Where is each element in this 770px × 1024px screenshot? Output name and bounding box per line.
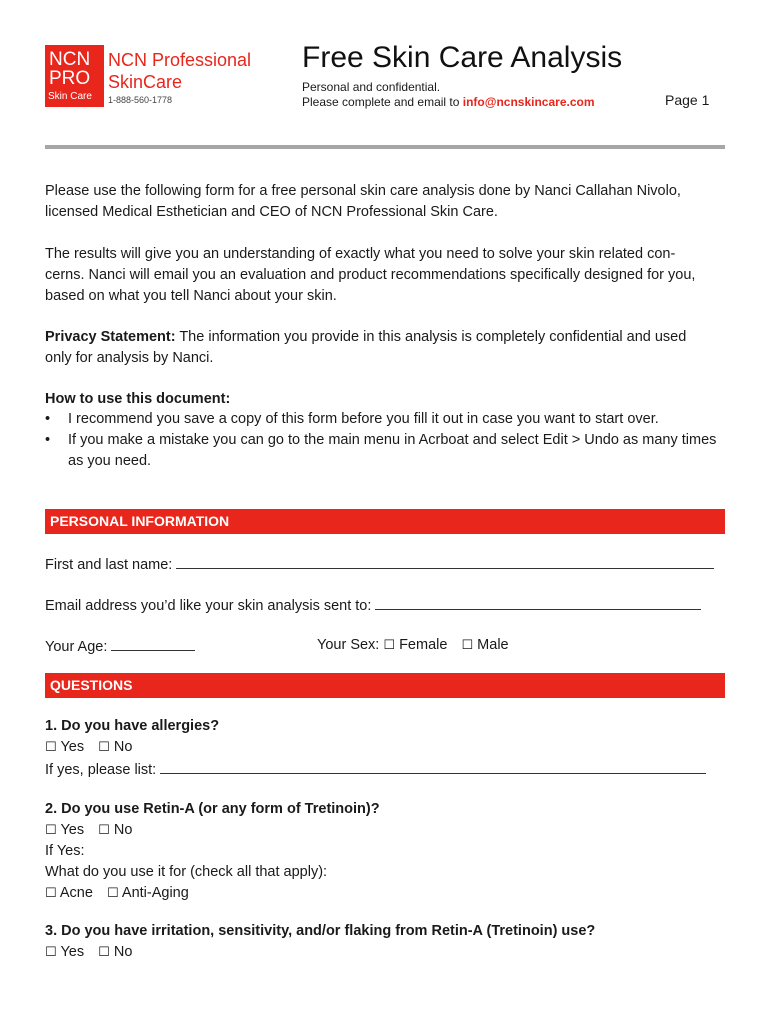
q1-yes-checkbox[interactable]: ☐ [45,740,57,755]
privacy-line1 [45,327,735,348]
q2-yes-checkbox[interactable]: ☐ [45,823,57,838]
howto-heading: How to use this document: [45,391,231,407]
intro-paragraph-1 [45,181,735,223]
list-item [45,430,735,472]
q1-list-row [45,758,706,781]
intro-p2-line1: The results will give you an understanding of exactly what you need to solve your skin related con- [45,246,676,262]
list-item-text: I recommend you save a copy of this form before you fill it out in case you want to start over. [68,411,659,427]
intro-p2-line3: based on what you tell Nanci about your skin. [45,288,337,304]
intro-p1-line2: licensed Medical Esthetician and CEO of NCN Professional Skin Care. [45,204,498,220]
q2-yes-label: Yes [60,822,85,838]
email-field[interactable] [375,594,701,610]
q3-options [45,942,132,963]
privacy-label: Privacy Statement: [45,329,176,345]
male-checkbox[interactable]: ☐ [461,638,474,653]
question-1: 1. Do you have allergies? [45,718,220,734]
page-title: Free Skin Care Analysis [302,41,623,74]
question-3: 3. Do you have irritation, sensitivity, and/or flaking from Retin-A (Tretinoin) use? [45,923,596,939]
acne-label: Acne [59,885,93,901]
q2-options [45,820,132,841]
list-item [45,409,735,430]
intro-paragraph-2 [45,244,735,307]
sex-row [317,635,509,656]
logo-text-ncn: NCN [49,49,91,70]
q2-no-checkbox[interactable]: ☐ [98,823,110,838]
logo-text-skincare: Skin Care [48,91,92,102]
name-label: First and last name: [45,557,173,573]
email-label: Email address you’d like your skin analysis sent to: [45,598,372,614]
q2-use-options [45,883,189,904]
intro-p2-line2: cerns. Nanci will email you an evaluation and product recommendations specifically designed for you, [45,267,696,283]
page-number: Page 1 [665,92,710,108]
contact-email-link[interactable]: info@ncnskincare.com [462,95,595,109]
logo-name-line1: NCN Professional [108,50,252,70]
sex-label: Your Sex: [317,637,380,653]
bullet-icon: • [45,411,51,427]
q1-no-checkbox[interactable]: ☐ [98,740,110,755]
anti-aging-label: Anti-Aging [121,885,189,901]
list-item-text: If you make a mistake you can go to the main menu in Acrboat and select Edit > Undo as many times as you need. [68,432,717,469]
q1-options [45,737,132,758]
q3-no-label: No [113,944,133,960]
question-2: 2. Do you use Retin-A (or any form of Tretinoin)? [45,801,380,817]
privacy-text: The information you provide in this analysis is completely confidential and used [175,329,687,345]
q2-ifyes: If Yes: [45,843,85,859]
howto-list [45,409,735,472]
q2-what: What do you use it for (check all that apply): [45,864,328,880]
header-divider [45,145,725,149]
allergies-field[interactable] [160,758,706,774]
questions-header: QUESTIONS [45,673,725,698]
intro-p1-line1: Please use the following form for a free personal skin care analysis done by Nanci Callahan Nivolo, [45,183,681,199]
subtitle-email-prefix: Please complete and email to [302,95,463,109]
email-row [45,594,701,617]
age-row [45,635,195,658]
logo-mark [45,45,104,107]
q1-list-label: If yes, please list: [45,762,157,778]
anti-aging-checkbox[interactable]: ☐ [107,886,119,901]
subtitle-confidential: Personal and confidential. [302,80,441,94]
subtitle-email-instruction [302,95,595,109]
ncn-logo [45,45,260,107]
logo-text-pro: PRO [49,68,91,89]
q3-no-checkbox[interactable]: ☐ [98,945,110,960]
q3-yes-label: Yes [60,944,85,960]
male-label: Male [477,637,509,653]
q2-no-label: No [113,822,133,838]
logo-name-line2: SkinCare [108,72,183,92]
logo-phone: 1-888-560-1778 [108,95,173,105]
q3-yes-checkbox[interactable]: ☐ [45,945,57,960]
q1-yes-label: Yes [60,739,85,755]
bullet-icon: • [45,432,51,448]
female-label: Female [399,637,448,653]
age-label: Your Age: [45,639,108,655]
age-field[interactable] [111,635,195,651]
privacy-line2: only for analysis by Nanci. [45,350,214,366]
q1-no-label: No [113,739,133,755]
female-checkbox[interactable]: ☐ [383,638,396,653]
logo-company-name [108,49,251,93]
privacy-statement [45,327,735,369]
acne-checkbox[interactable]: ☐ [45,886,57,901]
name-row [45,553,714,576]
personal-info-header: PERSONAL INFORMATION [45,509,725,534]
name-field[interactable] [176,553,714,569]
